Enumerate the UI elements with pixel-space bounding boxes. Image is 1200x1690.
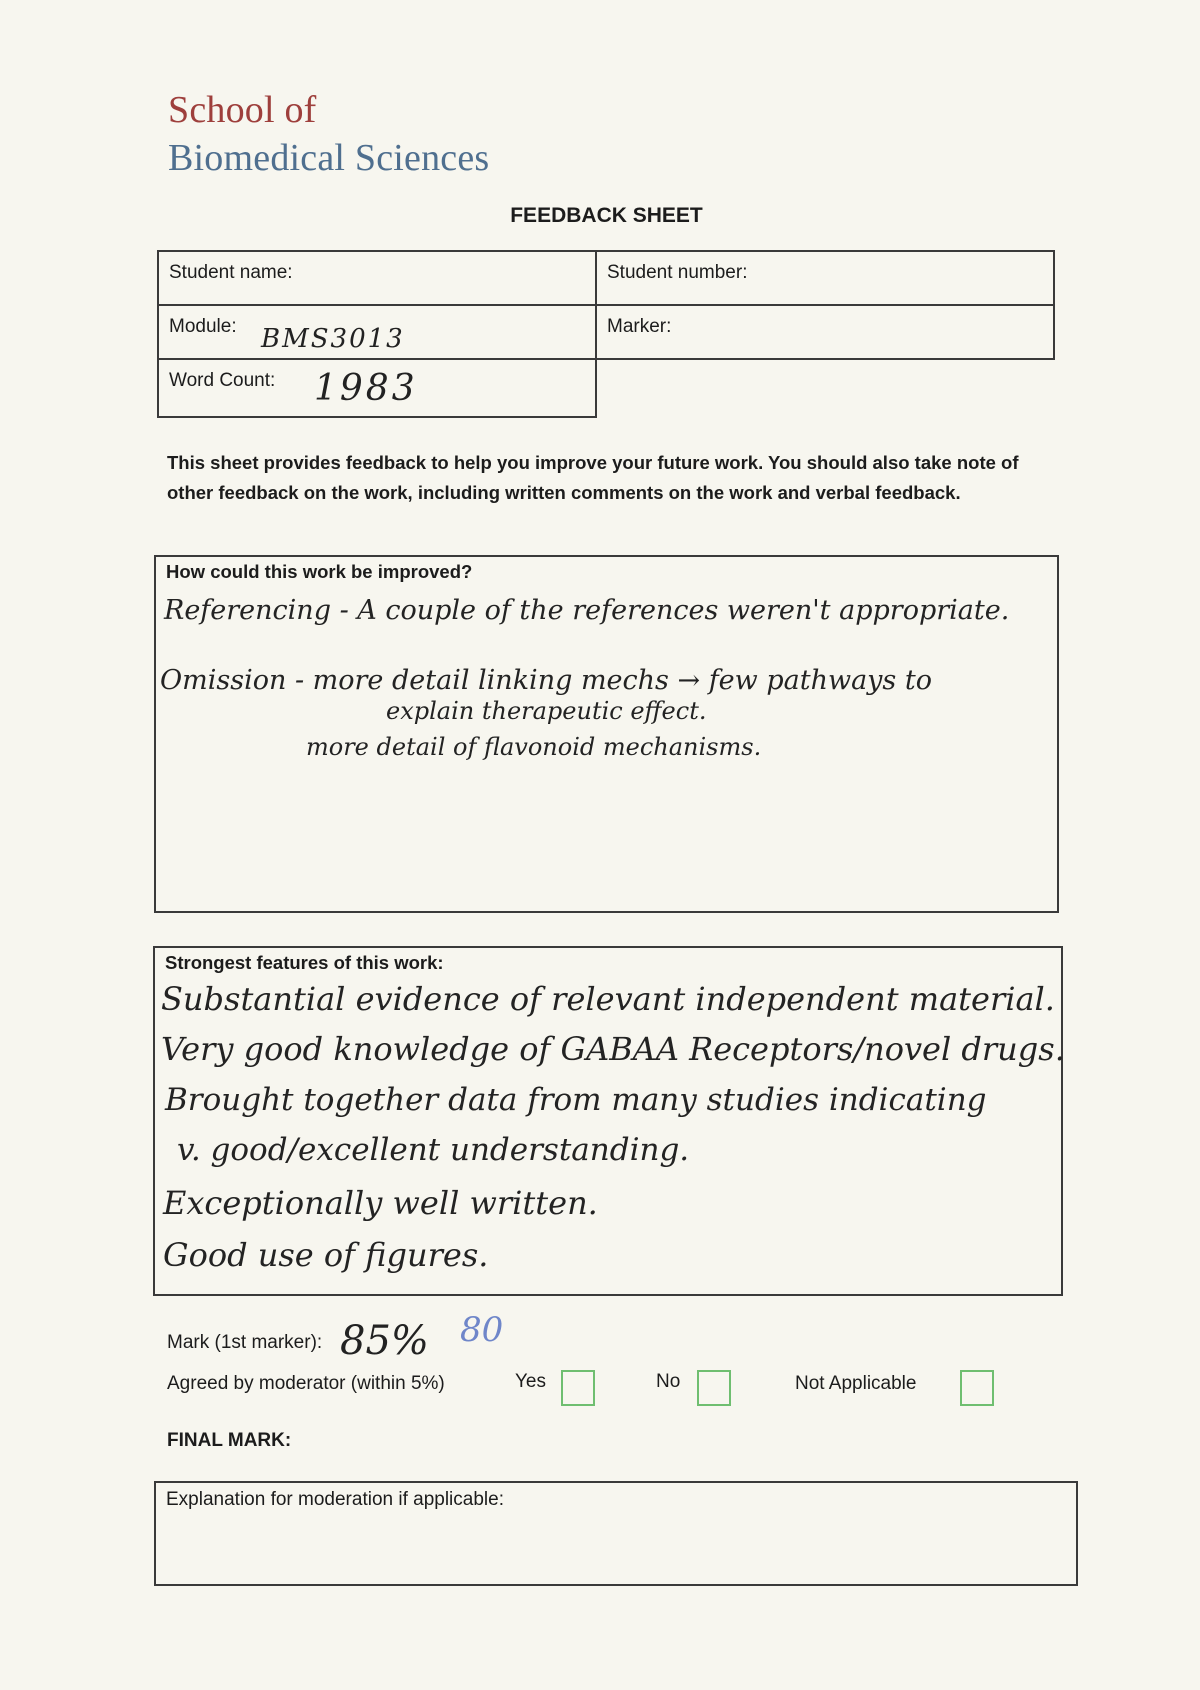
strength-line: Brought together data from many studies indicating xyxy=(165,1082,987,1118)
student-name-label: Student name: xyxy=(169,262,293,283)
improvement-line: explain therapeutic effect. xyxy=(386,697,707,725)
module-value: BMS3013 xyxy=(261,324,405,354)
yes-label: Yes xyxy=(515,1371,546,1392)
marker-label: Marker: xyxy=(607,316,672,337)
module-label: Module: xyxy=(169,316,237,337)
marker-cell[interactable] xyxy=(595,304,1055,360)
student-name-cell[interactable] xyxy=(157,250,597,306)
improvement-title: How could this work be improved? xyxy=(166,561,473,582)
mark-value: 85% xyxy=(340,1318,429,1364)
yes-checkbox[interactable] xyxy=(561,1370,595,1406)
word-count-cell[interactable] xyxy=(157,358,597,418)
school-name-line2: Biomedical Sciences xyxy=(168,137,490,179)
improvement-box[interactable] xyxy=(154,555,1059,913)
mark-label: Mark (1st marker): xyxy=(167,1332,323,1353)
module-cell[interactable] xyxy=(157,304,597,360)
intro-text: This sheet provides feedback to help you improve your future work. You should also take note of other feedback on the work, including written comments on the work and verbal feedback. xyxy=(167,452,1019,503)
moderation-title: Explanation for moderation if applicable: xyxy=(166,1489,504,1510)
student-number-label: Student number: xyxy=(607,262,748,283)
no-checkbox[interactable] xyxy=(697,1370,731,1406)
strengths-box[interactable] xyxy=(153,946,1063,1296)
not-applicable-checkbox[interactable] xyxy=(960,1370,994,1406)
strengths-title: Strongest features of this work: xyxy=(165,952,444,973)
moderation-box[interactable] xyxy=(154,1481,1078,1586)
improvement-line: Referencing - A couple of the references weren't appropriate. xyxy=(164,595,1010,626)
not-applicable-label: Not Applicable xyxy=(795,1373,917,1394)
agreed-label: Agreed by moderator (within 5%) xyxy=(167,1373,445,1394)
strength-line: Good use of figures. xyxy=(163,1236,489,1274)
improvement-line: more detail of flavonoid mechanisms. xyxy=(306,733,762,761)
strength-line: v. good/excellent understanding. xyxy=(177,1132,690,1168)
word-count-label: Word Count: xyxy=(169,370,276,391)
moderator-mark-value: 80 xyxy=(460,1310,504,1350)
word-count-value: 1983 xyxy=(314,368,418,409)
no-label: No xyxy=(656,1371,681,1392)
strength-line: Substantial evidence of relevant independent material. xyxy=(161,980,1055,1018)
sheet-title: FEEDBACK SHEET xyxy=(510,204,703,227)
strength-line: Exceptionally well written. xyxy=(163,1184,598,1222)
strength-line: Very good knowledge of GABAA Receptors/novel drugs. xyxy=(161,1030,1065,1068)
school-name-line1: School of xyxy=(168,89,317,131)
improvement-line: Omission - more detail linking mechs → few pathways to xyxy=(160,665,932,696)
final-mark-label: FINAL MARK: xyxy=(167,1430,292,1451)
student-number-cell[interactable] xyxy=(595,250,1055,306)
